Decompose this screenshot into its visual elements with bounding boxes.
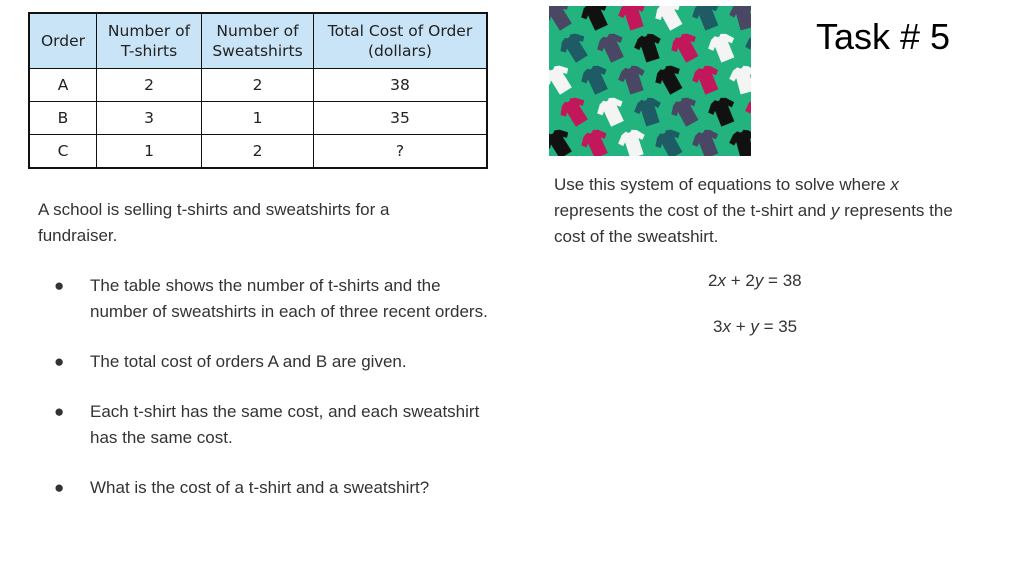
table-header-row [29, 13, 487, 69]
header-total-cost: Total Cost of Order (dollars) [314, 13, 488, 69]
table-cell: 1 [202, 102, 314, 135]
page-title: Task # 5 [816, 16, 951, 57]
bullet-icon: ● [54, 402, 65, 421]
header-sweatshirts: Number of Sweatshirts [202, 13, 314, 69]
list-item: ● The table shows the number of t-shirts and the number of sweatshirts in each of three recent orders. [38, 273, 488, 325]
bullet-icon: ● [54, 352, 65, 371]
table-cell: B [29, 102, 97, 135]
table-cell: 2 [202, 69, 314, 102]
orders-table [28, 12, 488, 169]
table-cell: ? [314, 135, 488, 169]
shirts-photo [549, 6, 751, 156]
list-item: ● Each t-shirt has the same cost, and each sweatshirt has the same cost. [38, 399, 488, 451]
table-cell: 2 [97, 69, 202, 102]
equation-1: 2x + 2y = 38 [708, 271, 802, 290]
list-item: ● The total cost of orders A and B are given. [38, 349, 488, 375]
bullet-list [38, 273, 488, 525]
equation-2: 3x + y = 35 [713, 317, 798, 336]
bullet-icon: ● [54, 276, 65, 295]
table-cell: 2 [202, 135, 314, 169]
header-tshirts: Number of T-shirts [97, 13, 202, 69]
table-row [29, 69, 487, 102]
intro-text: A school is selling t-shirts and sweatshirts for a fundraiser. [38, 200, 390, 245]
table-row [29, 135, 487, 169]
variable-x: x [890, 175, 899, 194]
table-cell: 3 [97, 102, 202, 135]
header-order: Order [29, 13, 97, 69]
table-row [29, 102, 487, 135]
bullet-icon: ● [54, 478, 65, 497]
table-cell: 38 [314, 69, 488, 102]
list-item: ● What is the cost of a t-shirt and a sweatshirt? [38, 475, 488, 501]
table-cell: 1 [97, 135, 202, 169]
instruction-text: Use this system of equations to solve where x represents the cost of the t-shirt and y represents the cost of the sweatshirt. [554, 175, 953, 246]
variable-y: y [830, 201, 840, 220]
table-cell: C [29, 135, 97, 169]
photo-background [549, 6, 751, 156]
table-cell: 35 [314, 102, 488, 135]
table-cell: A [29, 69, 97, 102]
